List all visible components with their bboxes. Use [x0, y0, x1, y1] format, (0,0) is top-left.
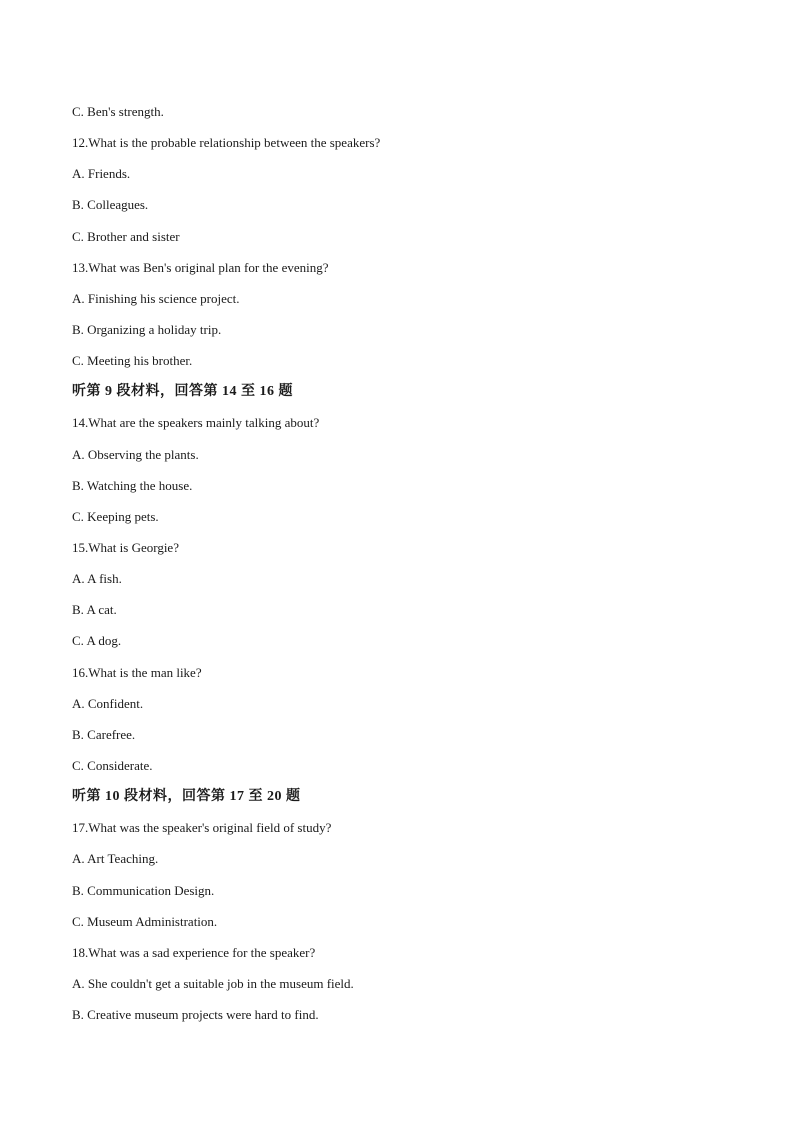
question-18: 18.What was a sad experience for the speaker?	[72, 944, 316, 960]
option-b: B. A cat.	[72, 602, 117, 618]
option-b: B. Creative museum projects were hard to find.	[72, 1007, 319, 1023]
document-page	[72, 102, 732, 1036]
option-a: A. She couldn't get a suitable job in the museum field.	[72, 975, 354, 991]
option-b: B. Organizing a holiday trip.	[72, 321, 222, 337]
option-b: B. Watching the house.	[72, 477, 193, 493]
section-heading: 听第 9 段材料，回答第 14 至 16 题	[72, 384, 293, 400]
question-14: 14.What are the speakers mainly talking about?	[72, 415, 320, 431]
option-b: B. Colleagues.	[72, 197, 149, 213]
option-c: C. Museum Administration.	[72, 913, 218, 929]
option-c: C. Keeping pets.	[72, 508, 159, 524]
option-a: A. A fish.	[72, 571, 122, 587]
option-c: C. Brother and sister	[72, 228, 180, 244]
question-17: 17.What was the speaker's original field of study?	[72, 820, 332, 836]
option-a: A. Art Teaching.	[72, 851, 159, 867]
option-a: A. Friends.	[72, 166, 131, 182]
option-c: C. Considerate.	[72, 757, 153, 773]
section-heading: 听第 10 段材料，回答第 17 至 20 题	[72, 789, 301, 805]
option-b: B. Communication Design.	[72, 882, 215, 898]
option-a: A. Finishing his science project.	[72, 290, 240, 306]
option-c: C. Meeting his brother.	[72, 353, 193, 369]
option-b: B. Carefree.	[72, 726, 136, 742]
option-c: C. Ben's strength.	[72, 104, 164, 119]
option-a: A. Observing the plants.	[72, 446, 199, 462]
question-16: 16.What is the man like?	[72, 664, 202, 680]
option-a: A. Confident.	[72, 695, 144, 711]
question-12: 12.What is the probable relationship between the speakers?	[72, 135, 381, 151]
option-c: C. A dog.	[72, 633, 122, 649]
question-13: 13.What was Ben's original plan for the evening?	[72, 259, 329, 275]
question-15: 15.What is Georgie?	[72, 539, 179, 555]
